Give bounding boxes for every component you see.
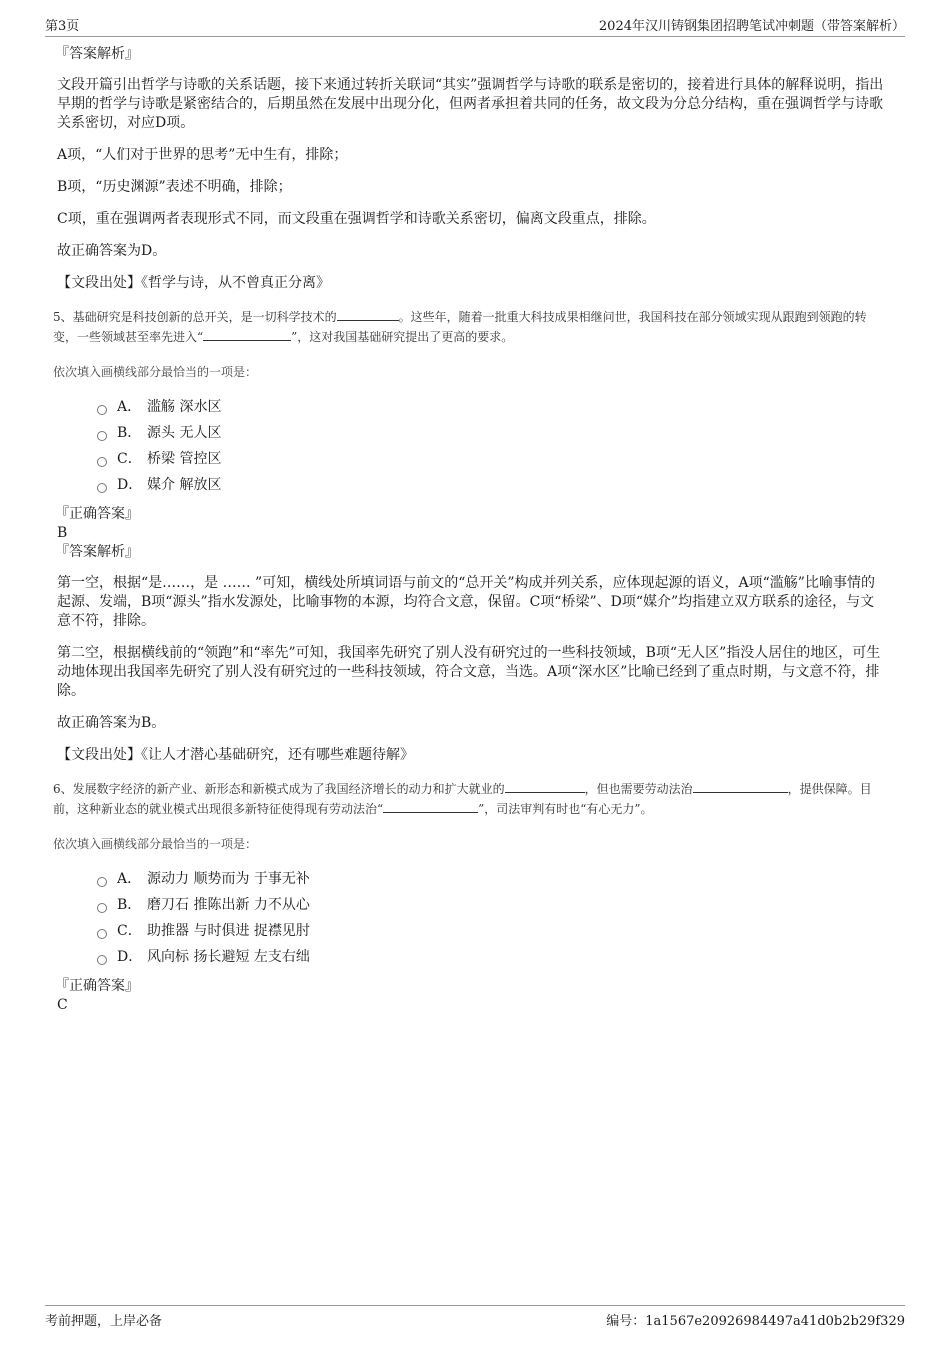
option-text: 源头 无人区	[147, 425, 222, 441]
q5-blank-1	[337, 308, 399, 321]
q5-analysis-2: 第二空，根据横线前的“领跑”和“率先”可知，我国率先研究了别人没有研究过的一些科技领域，B项“无人区”指没人居住的地区，可生动地体现出我国率先研究了别人没有研究过的一些科技领域，符合文意，当选。A项“深水区”比喻已经到了重点时期，与文意不符，排除。	[57, 645, 881, 699]
prev-analysis-text: 文段开篇引出哲学与诗歌的关系话题，接下来通过转折关联词“其实”强调哲学与诗歌的联系是密切的，接着进行具体的解释说明，指出早期的哲学与诗歌是紧密结合的，后期虽然在发展中出现分化，但两者承担着共同的任务，故文段为分总分结构，重在强调哲学与诗歌关系密切，对应D项。	[57, 77, 884, 131]
q5-analysis-label: 『答案解析』	[55, 544, 139, 560]
q5-prompt: 依次填入画横线部分最恰当的一项是：	[53, 365, 258, 379]
q6-options	[97, 866, 888, 970]
q5-source: 【文段出处】《让人才潜心基础研究，还有哪些难题待解》	[57, 747, 414, 763]
q5-option-d[interactable]	[97, 472, 888, 498]
q5-conclusion: 故正确答案为B。	[57, 715, 166, 731]
radio-icon[interactable]	[97, 955, 107, 965]
radio-icon[interactable]	[97, 431, 107, 441]
q5-analysis-1: 第一空，根据“是……，是 …… ”可知，横线处所填词语与前文的“总开关”构成并列关系，应体现起源的语义，A项“滥觞”比喻事情的起源、发端，B项“源头”指水发源处，比喻事物的本源，均符合文意，保留。C项“桥梁”、D项“媒介”均指建立双方联系的途径，与文意不符，排除。	[57, 575, 875, 629]
prev-conclusion: 故正确答案为D。	[57, 243, 167, 259]
q6-option-a[interactable]	[97, 866, 888, 892]
page-footer	[45, 1305, 905, 1329]
footer-slogan: 考前押题，上岸必备	[45, 1314, 163, 1329]
option-letter: C．	[117, 451, 142, 467]
q6-option-d[interactable]	[97, 944, 888, 970]
q6-correct-answer: C	[57, 997, 68, 1013]
q5-option-a[interactable]	[97, 394, 888, 420]
document-title: 2024年汉川铸钢集团招聘笔试冲刺题（带答案解析）	[598, 19, 905, 34]
q6-question	[53, 779, 888, 819]
q6-text-part4: ”，司法审判有时也“有心无力”。	[478, 802, 653, 816]
q6-option-b[interactable]	[97, 892, 888, 918]
option-text: 风向标 扬长避短 左支右绌	[147, 949, 310, 965]
prev-source: 【文段出处】《哲学与诗，从不曾真正分离》	[57, 275, 330, 291]
option-letter: A．	[117, 871, 142, 887]
option-letter: D．	[117, 477, 143, 493]
footer-code-label: 编号：	[606, 1314, 646, 1329]
radio-icon[interactable]	[97, 903, 107, 913]
option-text: 媒介 解放区	[147, 477, 222, 493]
q5-option-c[interactable]	[97, 446, 888, 472]
radio-icon[interactable]	[97, 405, 107, 415]
q6-correct-label: 『正确答案』	[55, 978, 139, 994]
radio-icon[interactable]	[97, 483, 107, 493]
option-text: 桥梁 管控区	[147, 451, 222, 467]
q6-blank-1	[505, 780, 585, 793]
option-letter: C．	[117, 923, 142, 939]
radio-icon[interactable]	[97, 929, 107, 939]
q6-text-part3: ，提供保障。目前，这种新业态的就业模式出现很多新特征使得现有劳动法治“	[53, 782, 872, 816]
footer-code-value: 1a1567e20926984497a41d0b2b29f329	[645, 1314, 905, 1329]
option-text: 磨刀石 推陈出新 力不从心	[147, 897, 310, 913]
q6-text-part1: 6、发展数字经济的新产业、新形态和新模式成为了我国经济增长的动力和扩大就业的	[53, 782, 505, 796]
q6-blank-2	[693, 780, 788, 793]
option-text: 滥觞 深水区	[147, 399, 222, 415]
option-text: 助推器 与时俱进 捉襟见肘	[147, 923, 310, 939]
option-letter: D．	[117, 949, 143, 965]
prev-option-c-note: C项，重在强调两者表现形式不同，而文段重在强调哲学和诗歌关系密切，偏离文段重点，排除。	[57, 211, 656, 227]
page-header	[45, 14, 905, 37]
q6-text-part2: ，但也需要劳动法治	[584, 782, 693, 796]
option-text: 源动力 顺势而为 于事无补	[147, 871, 310, 887]
q5-options	[97, 394, 888, 498]
q5-correct-answer: B	[57, 525, 68, 541]
prev-analysis-label: 『答案解析』	[55, 46, 139, 62]
q5-blank-2	[203, 328, 291, 341]
prev-option-a-note: A项，“人们对于世界的思考”无中生有，排除；	[57, 147, 348, 163]
radio-icon[interactable]	[97, 457, 107, 467]
footer-code	[606, 1310, 905, 1329]
q5-option-b[interactable]	[97, 420, 888, 446]
radio-icon[interactable]	[97, 877, 107, 887]
prev-option-b-note: B项，“历史渊源”表述不明确，排除；	[57, 179, 292, 195]
q6-option-c[interactable]	[97, 918, 888, 944]
q5-text-part3: ”，这对我国基础研究提出了更高的要求。	[291, 330, 514, 344]
q5-text-part2: 。这些年，随着一批重大科技成果相继问世，我国科技在部分领域实现从跟跑到领跑的转变，一些领域甚至率先进入“	[53, 310, 867, 344]
q5-text-part1: 5、基础研究是科技创新的总开关，是一切科学技术的	[53, 310, 337, 324]
page-number: 第3页	[45, 19, 80, 34]
q5-question	[53, 307, 888, 347]
option-letter: B．	[117, 425, 142, 441]
q5-correct-label: 『正确答案』	[55, 506, 139, 522]
option-letter: A．	[117, 399, 142, 415]
q6-blank-3	[383, 800, 478, 813]
option-letter: B．	[117, 897, 142, 913]
q6-prompt: 依次填入画横线部分最恰当的一项是：	[53, 837, 258, 851]
page-content	[53, 44, 888, 1014]
